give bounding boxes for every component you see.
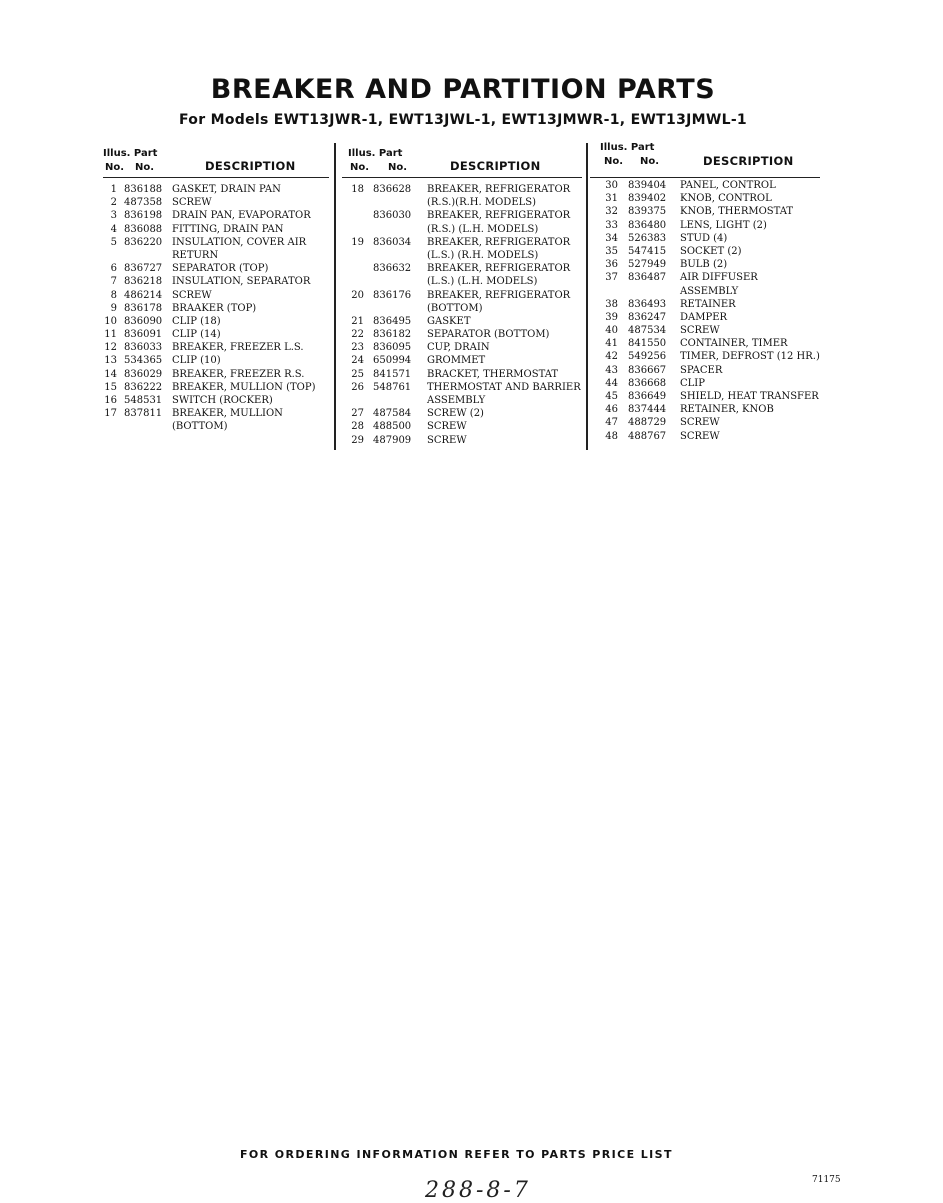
part-number: 836222 <box>124 381 163 393</box>
part-description: DAMPER <box>680 311 728 323</box>
illus-number: 34 <box>605 232 618 244</box>
part-description: SEPARATOR (BOTTOM) <box>427 329 550 341</box>
part-description: ASSEMBLY <box>680 285 739 297</box>
table-row <box>342 236 582 249</box>
illus-number: 11 <box>104 329 117 341</box>
part-no-header: No. <box>640 156 660 167</box>
illus-number: 13 <box>104 355 117 367</box>
part-description: SCREW <box>172 197 212 209</box>
illus-number: 19 <box>351 236 364 248</box>
part-number: 836220 <box>124 236 163 248</box>
illus-number: 15 <box>104 381 117 393</box>
column-divider <box>586 143 588 450</box>
part-number: 836628 <box>373 184 412 195</box>
table-row <box>342 315 582 328</box>
table-row <box>590 337 820 350</box>
table-row <box>342 275 582 288</box>
part-number: 547415 <box>628 245 667 257</box>
part-number: 836182 <box>373 329 412 341</box>
part-description: SWITCH (ROCKER) <box>172 395 273 406</box>
part-number: 836480 <box>628 219 667 231</box>
part-number: 836095 <box>373 342 412 354</box>
part-number: 836649 <box>628 391 667 402</box>
parts-column-2 <box>342 140 582 447</box>
part-number: 836668 <box>628 377 667 389</box>
part-description: STUD (4) <box>680 232 728 244</box>
illus-number: 46 <box>605 404 618 416</box>
part-description: PANEL, CONTROL <box>680 180 776 191</box>
part-description: SCREW <box>680 417 720 429</box>
part-description: GASKET, DRAIN PAN <box>172 184 281 195</box>
part-description: SCREW <box>427 421 467 433</box>
part-description: (L.S.) (L.H. MODELS) <box>427 276 538 288</box>
part-description: KNOB, CONTROL <box>680 193 772 205</box>
illus-number: 3 <box>110 210 117 222</box>
part-description: BREAKER, REFRIGERATOR <box>427 289 571 301</box>
part-description: BREAKER, MULLION <box>172 408 283 420</box>
part-description: BREAKER, REFRIGERATOR <box>427 184 571 195</box>
part-number: 837444 <box>628 404 667 416</box>
part-description: BREAKER, REFRIGERATOR <box>427 236 571 248</box>
table-row <box>103 368 329 381</box>
table-row <box>103 315 329 328</box>
illus-number: 29 <box>351 434 364 446</box>
table-row <box>342 289 582 302</box>
table-row <box>342 381 582 394</box>
table-row <box>590 232 820 245</box>
illus-number: 25 <box>351 368 364 380</box>
part-description: DRAIN PAN, EVAPORATOR <box>172 210 311 222</box>
illus-number: 12 <box>104 342 117 354</box>
part-number: 486214 <box>124 289 163 301</box>
table-row <box>590 350 820 363</box>
illus-number: 10 <box>104 315 117 327</box>
part-number: 839375 <box>628 206 667 218</box>
part-number: 836090 <box>124 315 163 327</box>
illus-number: 17 <box>104 408 117 420</box>
illus-number: 47 <box>605 417 618 429</box>
table-row <box>342 394 582 407</box>
illus-number: 9 <box>110 302 117 314</box>
part-description: KNOB, THERMOSTAT <box>680 206 794 218</box>
part-description: ASSEMBLY <box>427 395 486 406</box>
table-row <box>342 434 582 447</box>
description-header: DESCRIPTION <box>205 159 296 173</box>
table-row <box>103 407 329 420</box>
table-row <box>342 209 582 222</box>
illus-number: 31 <box>605 193 618 205</box>
part-description: CLIP (10) <box>172 355 221 367</box>
part-number: 836178 <box>124 302 163 314</box>
part-number: 839402 <box>628 193 667 205</box>
part-description: LENS, LIGHT (2) <box>680 219 767 231</box>
part-number: 487358 <box>124 197 163 209</box>
table-row <box>590 219 820 232</box>
table-row <box>590 298 820 311</box>
table-row <box>103 275 329 288</box>
table-row <box>103 381 329 394</box>
part-description: INSULATION, COVER AIR <box>172 236 307 248</box>
part-number: 527949 <box>628 259 667 271</box>
part-description: SCREW <box>427 434 467 446</box>
table-row <box>103 223 329 236</box>
illus-number: 38 <box>605 298 618 310</box>
part-description: GASKET <box>427 315 471 327</box>
illus-number: 1 <box>110 184 117 195</box>
table-row <box>103 196 329 209</box>
part-description: SHIELD, HEAT TRANSFER <box>680 391 819 402</box>
table-row <box>590 324 820 337</box>
part-description: GROMMET <box>427 355 486 367</box>
part-description: CLIP <box>680 377 705 389</box>
table-row <box>103 302 329 315</box>
table-row <box>342 183 582 196</box>
illus-number: 22 <box>351 329 364 341</box>
illus-number: 14 <box>104 368 117 380</box>
table-row <box>590 403 820 416</box>
illus-number: 2 <box>110 197 117 209</box>
part-description: SCREW <box>680 430 720 442</box>
illus-number: 33 <box>605 219 618 231</box>
part-number: 836198 <box>124 210 163 222</box>
table-row <box>103 236 329 249</box>
document-code: 71175 <box>812 1175 841 1185</box>
part-number: 836247 <box>628 311 667 323</box>
parts-list <box>342 183 582 447</box>
illus-number: 7 <box>110 276 117 288</box>
illus-number: 41 <box>605 338 618 350</box>
part-no-header: No. <box>388 162 408 173</box>
illus-number: 8 <box>110 289 117 301</box>
part-number: 836493 <box>628 298 667 310</box>
part-number: 836727 <box>124 263 163 275</box>
part-description: AIR DIFFUSER <box>680 272 758 284</box>
table-row <box>590 192 820 205</box>
illus-number: 5 <box>110 236 117 248</box>
description-header: DESCRIPTION <box>450 159 541 173</box>
table-row <box>590 390 820 403</box>
part-description: RETAINER <box>680 298 736 310</box>
part-description: SCREW <box>680 325 720 337</box>
part-number: 836495 <box>373 315 412 327</box>
table-row <box>103 289 329 302</box>
table-row <box>342 368 582 381</box>
part-description: TIMER, DEFROST (12 HR.) <box>680 351 820 363</box>
column-header <box>342 140 582 178</box>
table-row <box>342 249 582 262</box>
part-number: 836632 <box>373 263 412 275</box>
parts-column-1 <box>103 140 329 434</box>
page-title: BREAKER AND PARTITION PARTS <box>210 74 716 105</box>
table-row <box>103 341 329 354</box>
part-no-header: No. <box>135 162 155 173</box>
part-description: BREAKER, FREEZER R.S. <box>172 368 305 380</box>
part-number: 836034 <box>373 236 412 248</box>
illus-number: 26 <box>351 381 364 393</box>
illus-number: 45 <box>605 391 618 402</box>
illus-no-header: No. <box>105 162 125 173</box>
part-description: THERMOSTAT AND BARRIER <box>427 381 581 393</box>
table-row <box>103 209 329 222</box>
table-row <box>103 183 329 196</box>
part-description: (L.S.) (R.H. MODELS) <box>427 249 539 261</box>
illus-number: 36 <box>605 259 618 271</box>
part-description: BREAKER, REFRIGERATOR <box>427 263 571 275</box>
illus-number: 37 <box>605 272 618 284</box>
table-row <box>342 302 582 315</box>
illus-no-header: No. <box>350 162 370 173</box>
table-row <box>103 394 329 407</box>
part-description: FITTING, DRAIN PAN <box>172 223 284 235</box>
part-description: BREAKER, MULLION (TOP) <box>172 381 316 393</box>
part-description: SPACER <box>680 364 723 376</box>
table-row <box>590 416 820 429</box>
part-number: 487584 <box>373 408 412 420</box>
illus-number: 20 <box>351 289 364 301</box>
part-description: SCREW (2) <box>427 408 484 420</box>
description-header: DESCRIPTION <box>703 154 794 168</box>
parts-column-3 <box>590 140 820 443</box>
part-description: (R.S.)(R.H. MODELS) <box>427 197 537 209</box>
illus-no-header: No. <box>604 156 624 167</box>
table-row <box>342 341 582 354</box>
illus-number: 4 <box>110 223 117 235</box>
table-row <box>590 285 820 298</box>
table-row <box>590 179 820 192</box>
illus-number: 40 <box>605 325 618 337</box>
table-row <box>103 420 329 433</box>
illus-number: 21 <box>351 315 364 327</box>
column-divider <box>334 143 336 450</box>
part-number: 836487 <box>628 272 667 284</box>
part-number: 836218 <box>124 276 163 288</box>
part-description: CUP, DRAIN <box>427 342 490 354</box>
part-description: BRACKET, THERMOSTAT <box>427 368 559 380</box>
illus-number: 30 <box>605 180 618 191</box>
table-row <box>590 205 820 218</box>
column-header <box>590 140 820 178</box>
models-subtitle: For Models EWT13JWR-1, EWT13JWL-1, EWT13JMWR-1, EWT13JMWL-1 <box>179 112 747 128</box>
illus-number: 27 <box>351 408 364 420</box>
column-header <box>103 140 329 178</box>
part-number: 526383 <box>628 232 667 244</box>
part-number: 836667 <box>628 364 667 376</box>
illus-number: 39 <box>605 311 618 323</box>
table-row <box>103 354 329 367</box>
part-number: 488767 <box>628 430 667 442</box>
handwritten-note: 288-8-7 <box>425 1178 531 1203</box>
illus-part-header: Illus. Part <box>348 148 403 159</box>
part-number: 836030 <box>373 210 412 222</box>
part-description: SEPARATOR (TOP) <box>172 263 269 275</box>
part-description: BRAAKER (TOP) <box>172 302 257 314</box>
part-description: (BOTTOM) <box>427 302 483 314</box>
table-row <box>342 196 582 209</box>
table-row <box>590 271 820 284</box>
table-row <box>103 328 329 341</box>
illus-number: 28 <box>351 421 364 433</box>
table-row <box>342 354 582 367</box>
part-description: INSULATION, SEPARATOR <box>172 276 311 288</box>
illus-number: 16 <box>104 395 117 406</box>
illus-number: 48 <box>605 430 618 442</box>
part-description: CLIP (14) <box>172 329 221 341</box>
part-number: 836033 <box>124 342 163 354</box>
illus-number: 43 <box>605 364 618 376</box>
parts-list <box>103 183 329 434</box>
part-description: RETAINER, KNOB <box>680 404 774 416</box>
table-row <box>590 364 820 377</box>
illus-number: 6 <box>110 263 117 275</box>
part-description: RETURN <box>172 249 219 261</box>
part-description: (BOTTOM) <box>172 421 228 433</box>
table-row <box>342 328 582 341</box>
table-row <box>103 249 329 262</box>
part-description: (R.S.) (L.H. MODELS) <box>427 223 539 235</box>
part-number: 548761 <box>373 381 412 393</box>
part-number: 841550 <box>628 338 667 350</box>
part-number: 836188 <box>124 184 163 195</box>
part-number: 488729 <box>628 417 667 429</box>
table-row <box>342 223 582 236</box>
illus-part-header: Illus. Part <box>600 142 655 153</box>
part-number: 487534 <box>628 325 667 337</box>
illus-number: 24 <box>351 355 364 367</box>
illus-number: 42 <box>605 351 618 363</box>
part-number: 650994 <box>373 355 412 367</box>
part-number: 836091 <box>124 329 163 341</box>
table-row <box>590 245 820 258</box>
ordering-info-footer: FOR ORDERING INFORMATION REFER TO PARTS PRICE LIST <box>240 1148 673 1161</box>
table-row <box>590 311 820 324</box>
illus-number: 18 <box>351 184 364 195</box>
table-row <box>342 420 582 433</box>
part-number: 487909 <box>373 434 412 446</box>
part-number: 836088 <box>124 223 163 235</box>
part-description: BULB (2) <box>680 259 728 271</box>
part-number: 534365 <box>124 355 163 367</box>
part-description: CLIP (18) <box>172 315 221 327</box>
table-row <box>590 258 820 271</box>
part-number: 839404 <box>628 180 667 191</box>
part-description: BREAKER, FREEZER L.S. <box>172 342 304 354</box>
part-description: CONTAINER, TIMER <box>680 338 788 350</box>
illus-number: 44 <box>605 377 618 389</box>
part-number: 837811 <box>124 408 163 420</box>
parts-list <box>590 179 820 443</box>
table-row <box>103 262 329 275</box>
part-number: 488500 <box>373 421 412 433</box>
part-description: SCREW <box>172 289 212 301</box>
part-description: SOCKET (2) <box>680 245 742 257</box>
illus-number: 35 <box>605 245 618 257</box>
part-number: 836029 <box>124 368 163 380</box>
part-number: 548531 <box>124 395 163 406</box>
table-row <box>590 430 820 443</box>
part-number: 836176 <box>373 289 412 301</box>
part-description: BREAKER, REFRIGERATOR <box>427 210 571 222</box>
illus-number: 32 <box>605 206 618 218</box>
illus-part-header: Illus. Part <box>103 148 158 159</box>
table-row <box>342 407 582 420</box>
table-row <box>590 377 820 390</box>
table-row <box>342 262 582 275</box>
illus-number: 23 <box>351 342 364 354</box>
part-number: 549256 <box>628 351 667 363</box>
part-number: 841571 <box>373 368 412 380</box>
